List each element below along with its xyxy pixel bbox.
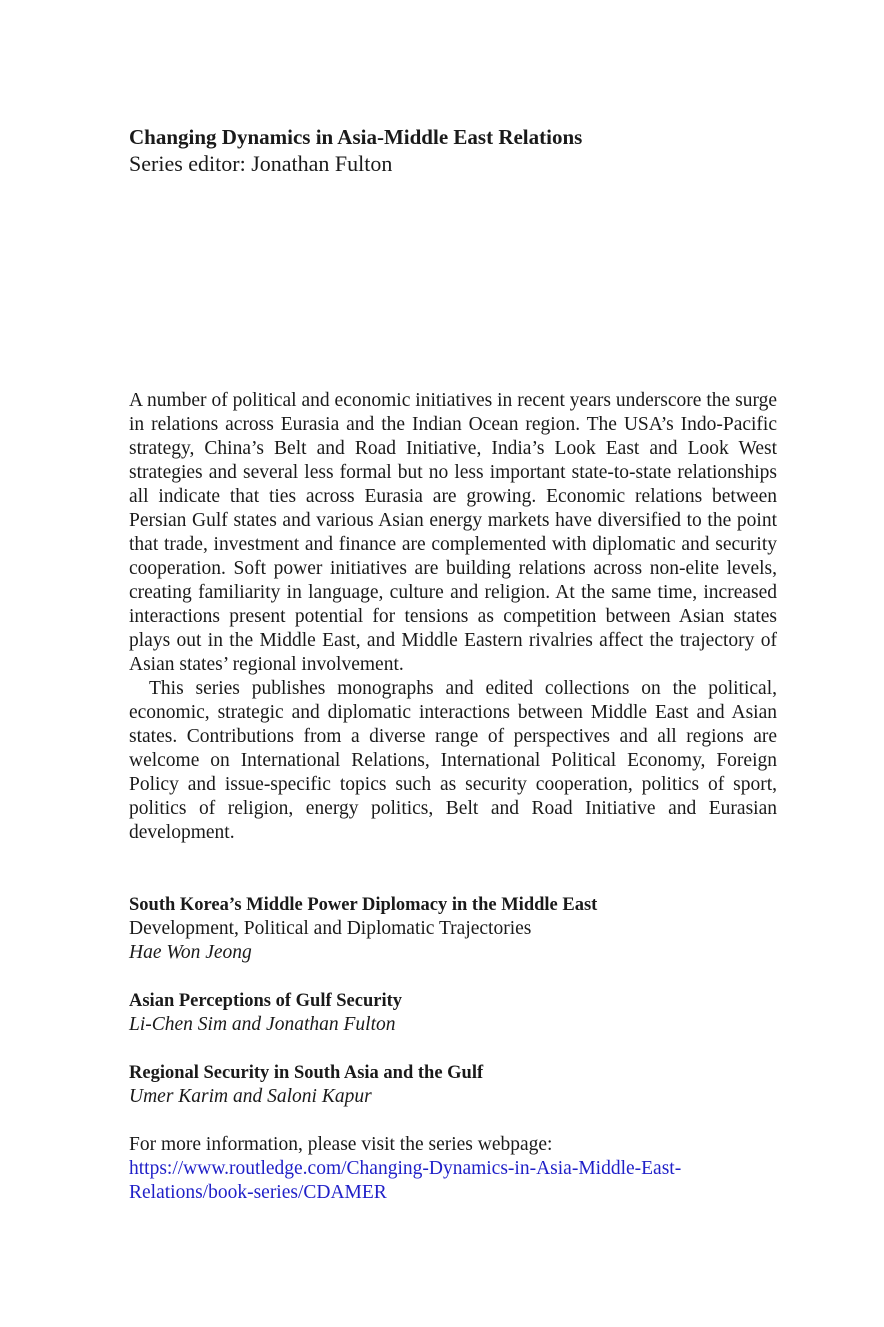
series-webpage-link[interactable] xyxy=(129,1157,777,1205)
book-subtitle: Development, Political and Diplomatic Trajectories xyxy=(129,918,532,939)
more-info-text: For more information, please visit the series webpage: xyxy=(129,1134,553,1155)
series-editor: Series editor: Jonathan Fulton xyxy=(129,151,393,176)
book-entry xyxy=(129,989,777,1037)
book-list xyxy=(129,893,777,1133)
book-entry xyxy=(129,1061,777,1109)
more-info xyxy=(129,1133,777,1205)
description-paragraph-1: A number of political and economic initiatives in recent years underscore the surge in relations across Eurasia and the Indian Ocean region. The USA’s Indo-Pacific strategy, China’s Belt and Road Initiative, India’s Look East and Look West strategies and several less formal but no less important state-to-state relationships all indicate that ties across Eurasia are growing. Economic relations between Persian Gulf states and various Asian energy markets have diversified to the point that trade, investment and finance are complemented with diplomatic and security cooperation. Soft power initiatives are building relations across non-elite levels, creating familiarity in language, culture and religion. At the same time, increased interactions present potential for tensions as competition between Asian states plays out in the Middle East, and Middle Eastern rivalries affect the trajectory of Asian states’ regional involvement. xyxy=(129,390,777,675)
book-authors: Umer Karim and Saloni Kapur xyxy=(129,1086,372,1107)
series-webpage-link-line-1[interactable]: https://www.routledge.com/Changing-Dynamics-in-Asia-Middle-East- xyxy=(129,1158,682,1179)
description-paragraph-2: This series publishes monographs and edited collections on the political, economic, strategic and diplomatic interactions between Middle East and Asian states. Contributions from a diverse range of perspectives and all regions are welcome on International Relations, International Political Economy, Foreign Policy and issue-specific topics such as security cooperation, politics of sport, politics of religion, energy politics, Belt and Road Initiative and Eurasian development. xyxy=(129,678,777,843)
book-entry xyxy=(129,893,777,965)
book-authors: Hae Won Jeong xyxy=(129,942,252,963)
book-title: Regional Security in South Asia and the Gulf xyxy=(129,1063,484,1083)
book-title: Asian Perceptions of Gulf Security xyxy=(129,991,403,1011)
series-description xyxy=(129,389,777,845)
series-title: Changing Dynamics in Asia-Middle East Relations xyxy=(129,125,583,149)
book-title: South Korea’s Middle Power Diplomacy in the Middle East xyxy=(129,895,598,915)
series-webpage-link-line-2[interactable]: Relations/book-series/CDAMER xyxy=(129,1182,387,1203)
book-authors: Li-Chen Sim and Jonathan Fulton xyxy=(129,1014,396,1035)
